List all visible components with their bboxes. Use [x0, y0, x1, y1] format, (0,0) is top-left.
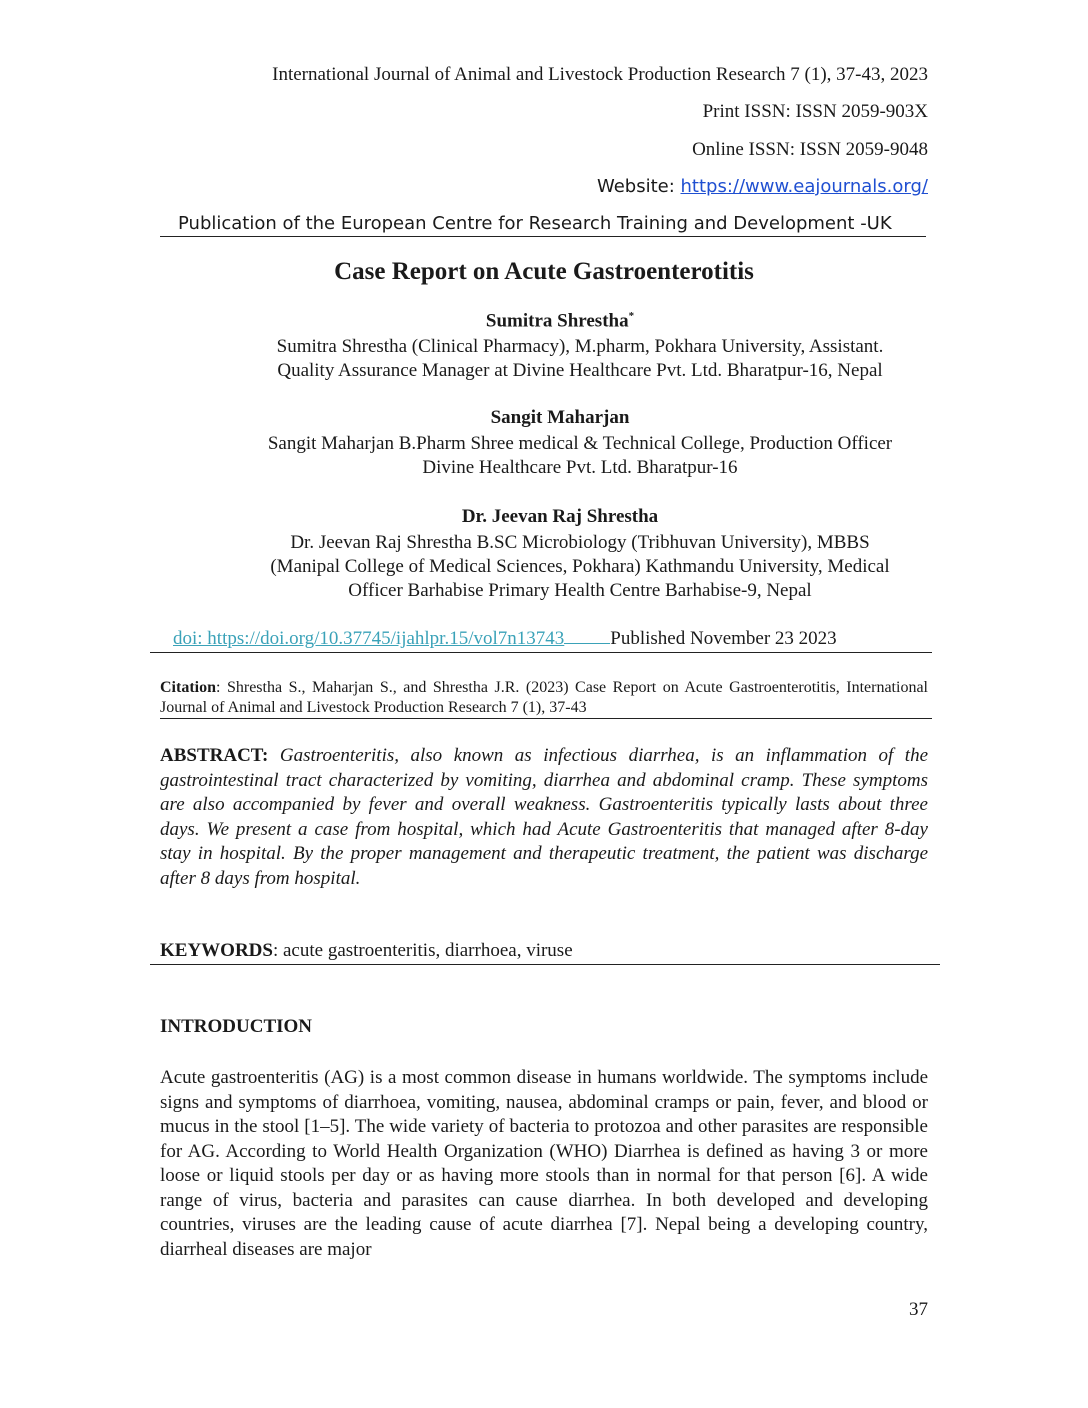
header-rule [160, 236, 926, 237]
introduction-heading: INTRODUCTION [160, 1016, 313, 1037]
author-3-affiliation-1: Dr. Jeevan Raj Shrestha B.SC Microbiology (Tribhuvan University), MBBS [290, 532, 870, 553]
citation-label: Citation [160, 679, 216, 696]
paper-title: Case Report on Acute Gastroenterotitis [334, 258, 754, 285]
doi-rule [150, 652, 932, 653]
abstract-label: ABSTRACT: [160, 745, 269, 766]
keywords-rule [150, 964, 940, 965]
author-1-affiliation-2: Quality Assurance Manager at Divine Healthcare Pvt. Ltd. Bharatpur-16, Nepal [277, 360, 883, 381]
publisher-line: Publication of the European Centre for Research Training and Development -UK [178, 213, 892, 234]
citation-rule [160, 718, 932, 719]
author-3-affiliation-2: (Manipal College of Medical Sciences, Pokhara) Kathmandu University, Medical [270, 556, 890, 577]
doi-line [173, 628, 837, 650]
doi-underline-spacer [564, 642, 610, 644]
website-line [597, 176, 928, 197]
abstract [160, 744, 928, 891]
author-2-affiliation-1: Sangit Maharjan B.Pharm Shree medical & Technical College, Production Officer [267, 433, 893, 454]
citation [160, 678, 928, 718]
corresponding-mark: * [628, 310, 635, 322]
keywords-label: KEYWORDS [160, 940, 273, 961]
citation-text: : Shrestha S., Maharjan S., and Shrestha J.R. (2023) Case Report on Acute Gastroenterotitis, International Journal of Animal and Livestock Production Research 7 (1), 37-43 [160, 679, 928, 716]
author-3-name: Dr. Jeevan Raj Shrestha [461, 506, 659, 527]
keywords-text: : acute gastroenteritis, diarrhoea, viruse [272, 940, 573, 961]
keywords [160, 940, 573, 962]
author-2-name: Sangit Maharjan [490, 407, 630, 428]
doi-link[interactable]: doi: https://doi.org/10.37745/ijahlpr.15/vol7n13743 [173, 628, 565, 649]
published-date: Published November 23 2023 [610, 628, 837, 649]
author-2-affiliation-2: Divine Healthcare Pvt. Ltd. Bharatpur-16 [422, 457, 738, 478]
author-1-name: Sumitra Shrestha [485, 310, 629, 332]
online-issn: Online ISSN: ISSN 2059-9048 [692, 139, 928, 160]
author-name [160, 310, 960, 332]
author-3-affiliation-3: Officer Barhabise Primary Health Centre Barhabise-9, Nepal [348, 580, 812, 601]
website-label: Website: [596, 176, 681, 197]
page-number: 37 [909, 1299, 928, 1320]
journal-line: International Journal of Animal and Livestock Production Research 7 (1), 37-43, 2023 [272, 64, 928, 85]
introduction-text: Acute gastroenteritis (AG) is a most common disease in humans worldwide. The symptoms include signs and symptoms of diarrhoea, vomiting, nausea, abdominal cramps or pain, fever, and blood or mucus in the stool [1–5]. The wide variety of bacteria to protozoa and other parasites are responsible for AG. According to World Health Organization (WHO) Diarrhea is defined as having 3 or more loose or liquid stools per day or as having more stools than in normal for that person [6]. A wide range of virus, bacteria and parasites can cause diarrhea. In both developed and developing countries, viruses are the leading cause of acute diarrhea [7]. Nepal being a developing country, diarrheal diseases are major [160, 1067, 928, 1260]
website-link[interactable]: https://www.eajournals.org/ [680, 176, 928, 197]
author-1-affiliation-1: Sumitra Shrestha (Clinical Pharmacy), M.pharm, Pokhara University, Assistant. [276, 336, 884, 357]
abstract-text: Gastroenteritis, also known as infectious diarrhea, is an inflammation of the gastrointestinal tract characterized by vomiting, diarrhea and abdominal cramp. These symptoms are also accompanied by fever and overall weakness. Gastroenteritis typically lasts about three days. We present a case from hospital, which had Acute Gastroenteritis that managed after 8-day stay in hospital. By the proper management and therapeutic treatment, the patient was discharge after 8 days from hospital. [160, 745, 929, 889]
print-issn: Print ISSN: ISSN 2059-903X [702, 101, 928, 122]
